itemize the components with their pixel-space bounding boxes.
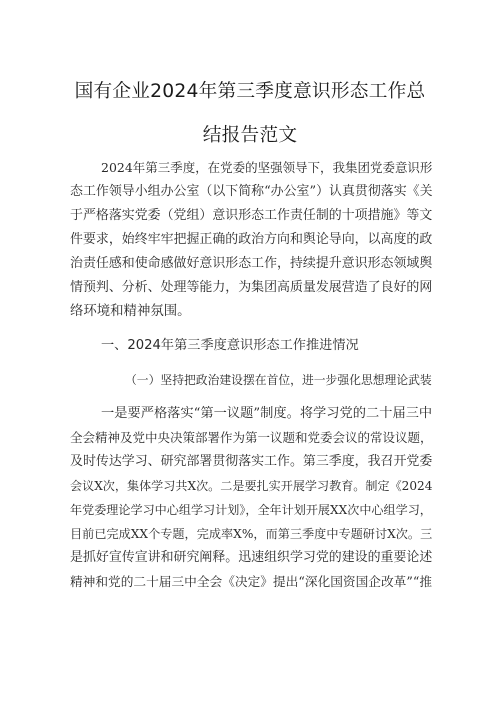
subsection-heading-1: （一）坚持把政治建设摆在首位，进一步强化思想理论武装 <box>125 373 432 387</box>
intro-line-2: 态工作领导小组办公室（以下简称“办公室”）认真贯彻落实《关 <box>70 184 433 199</box>
body-line-6: 目前已完成XX个专题，完成率X%，而第三季度中专题研讨X次。三 <box>70 527 433 541</box>
intro-line-6: 情预判、分析、处理等能力，为集团高质量发展营造了良好的网 <box>70 280 433 295</box>
section-heading-1: 一、2024年第三季度意识形态工作推进情况 <box>101 338 359 353</box>
intro-line-4: 件要求，始终牢牢把握正确的政治方向和舆论导向，以高度的政 <box>70 232 433 247</box>
intro-line-3: 于严格落实党委（党组）意识形态工作责任制的十项措施》等文 <box>70 208 433 223</box>
document-title-line-2: 结报告范文 <box>202 125 298 146</box>
body-line-7: 是抓好宣传宣讲和研究阐释。迅速组织学习党的建设的重要论述 <box>70 550 433 565</box>
body-line-2: 全会精神及党中央决策部署作为第一议题和党委会议的常设议题， <box>70 430 433 445</box>
document-title-line-1: 国有企业2024年第三季度意识形态工作总 <box>74 81 426 102</box>
body-line-4: 会议X次，集体学习共X次。二是要扎实开展学习教育。制定《2024 <box>70 479 433 493</box>
body-line-8: 精神和党的二十届三中全会《决定》提出“深化国资国企改革”“推 <box>70 574 433 589</box>
body-line-3: 及时传达学习、研究部署贯彻落实工作。第三季度，我召开党委 <box>70 454 433 469</box>
intro-line-5: 治责任感和使命感做好意识形态工作，持续提升意识形态领域舆 <box>70 256 433 271</box>
body-line-5: 年党委理论学习中心组学习计划》，全年计划开展XX次中心组学习， <box>70 503 432 517</box>
body-line-1: 一是要严格落实“第一议题”制度。将学习党的二十届三中 <box>101 406 433 421</box>
intro-line-1: 2024年第三季度，在党委的坚强领导下，我集团党委意识形 <box>101 160 433 175</box>
intro-line-7: 络环境和精神氛围。 <box>70 304 191 319</box>
